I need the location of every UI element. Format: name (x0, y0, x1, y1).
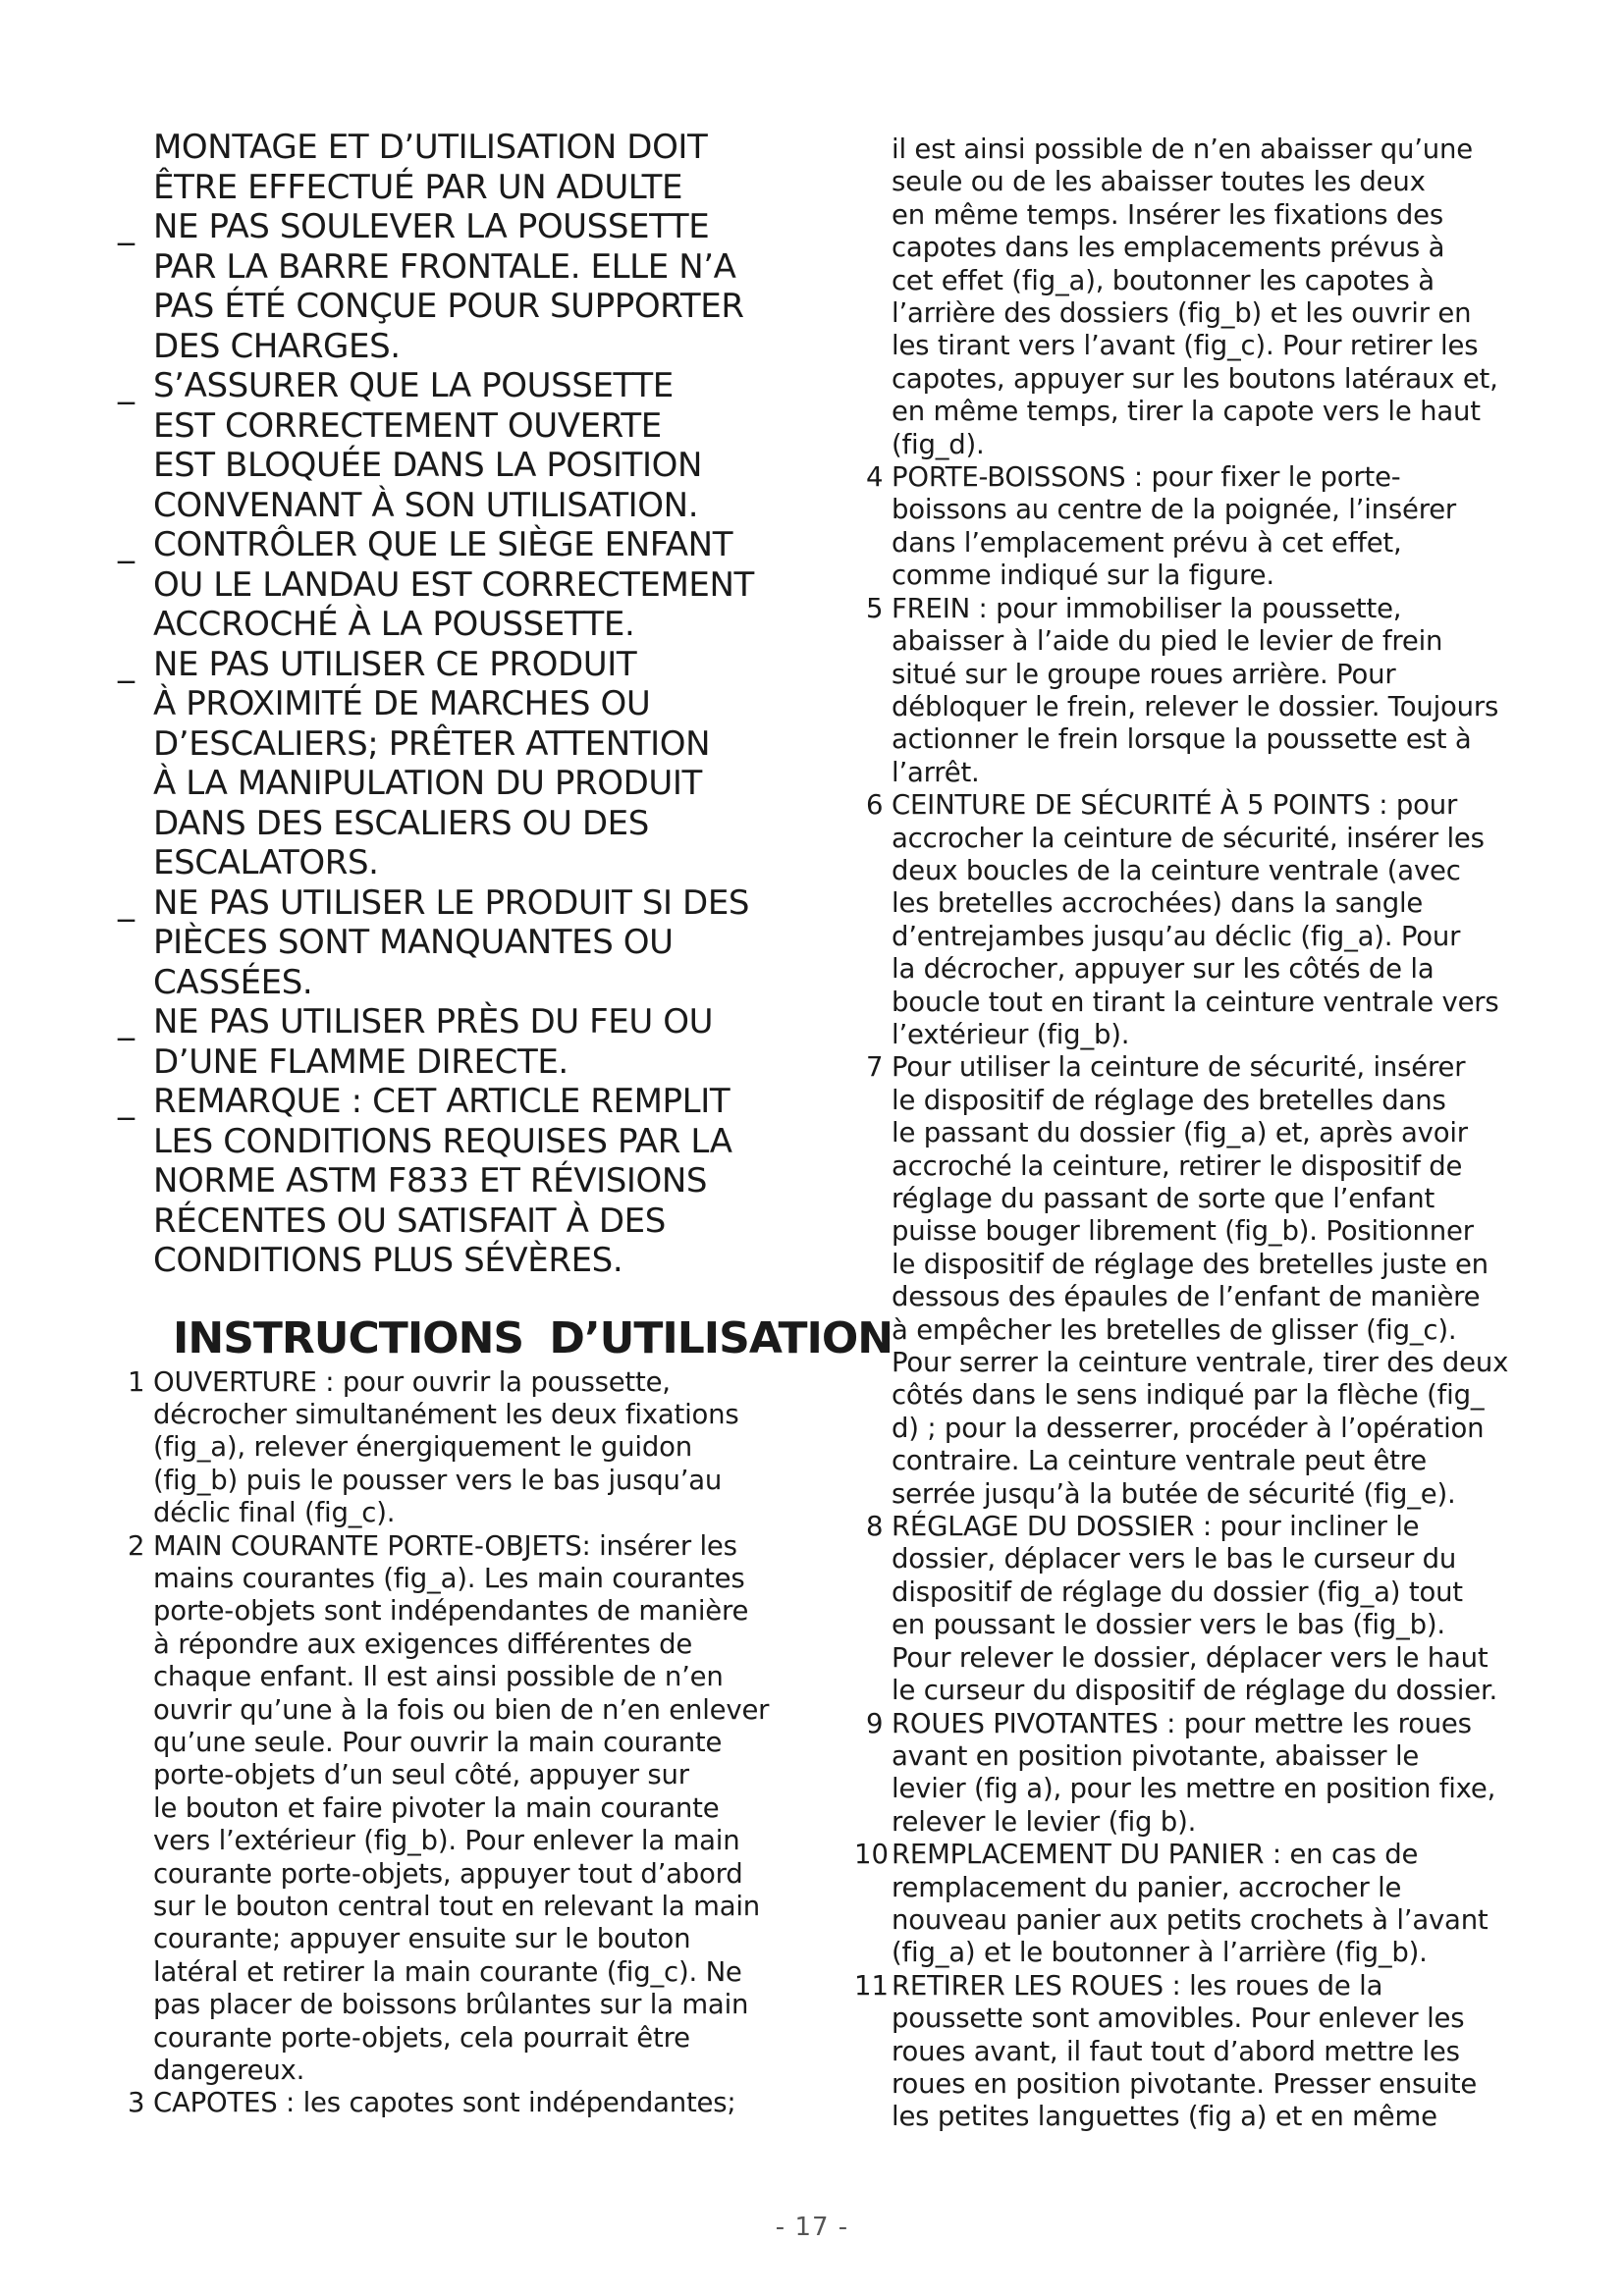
page-number: - 17 - (775, 2213, 849, 2242)
instruction-list-left (118, 1366, 844, 2120)
instruction-line: l’arrière des dossiers (fig_b) et les ouvrir en (892, 297, 1472, 330)
instruction-number: 7 (866, 1051, 884, 1084)
warning-item (118, 883, 844, 1003)
warning-line: CONDITIONS PLUS SÉVÈRES. (153, 1241, 623, 1280)
instruction-line: d) ; pour la desserrer, procéder à l’opération (892, 1412, 1485, 1444)
instruction-line: deux boucles de la ceinture ventrale (avec (892, 854, 1461, 886)
instruction-line: mains courantes (fig_a). Les main courantes (153, 1562, 745, 1594)
warning-item (118, 207, 844, 366)
warning-line: OU LE LANDAU EST CORRECTEMENT (153, 564, 754, 605)
instruction-line: côtés dans le sens indiqué par la flèche (fig_ (892, 1379, 1485, 1412)
instruction-line: dossier, déplacer vers le bas le curseur du (892, 1543, 1457, 1575)
instruction-line: porte-objets sont indépendantes de manière (153, 1595, 749, 1628)
instruction-item (856, 1970, 1563, 2134)
instruction-line: (fig_a) et le boutonner à l’arrière (fig_b). (892, 1937, 1428, 1969)
instruction-line: les petites languettes (fig a) et en même (892, 2101, 1437, 2133)
instruction-line: en même temps. Insérer les fixations des (892, 198, 1443, 231)
instruction-line: roues en position pivotante. Presser ensuite (892, 2067, 1478, 2100)
warning-line: À LA MANIPULATION DU PRODUIT (153, 764, 702, 803)
instruction-item (856, 461, 1563, 593)
instruction-line: le bouton et faire pivoter la main courante (153, 1791, 720, 1824)
warning-item (118, 525, 844, 645)
instruction-line: poussette sont amovibles. Pour enlever les (892, 2002, 1465, 2035)
instruction-number: 3 (128, 2087, 145, 2119)
instruction-line: décrocher simultanément les deux fixations (153, 1398, 739, 1430)
instruction-line: abaisser à l’aide du pied le levier de frein (892, 625, 1443, 658)
instruction-line: avant en position pivotante, abaisser le (892, 1739, 1420, 1772)
warning-line: CONVENANT À SON UTILISATION. (153, 485, 699, 525)
instruction-item (856, 1051, 1563, 1511)
instruction-line: OUVERTURE : pour ouvrir la poussette, (153, 1365, 671, 1398)
instruction-line: (fig_b) puis le pousser vers le bas jusqu’au (153, 1464, 723, 1496)
warning-dash: _ (118, 1002, 135, 1041)
instruction-list-right (856, 461, 1563, 2134)
instruction-line: boissons au centre de la poignée, l’insérer (892, 494, 1457, 526)
warning-line: ESCALATORS. (153, 843, 379, 882)
instruction-line: comme indiqué sur la figure. (892, 560, 1274, 592)
instruction-line: sur le bouton central tout en relevant la main (153, 1891, 761, 1922)
instruction-line: le dispositif de réglage des bretelles dans (892, 1084, 1446, 1116)
warning-dash: _ (118, 1082, 135, 1121)
instruction-item (856, 593, 1563, 789)
warning-line: NE PAS UTILISER CE PRODUIT (153, 644, 637, 684)
instruction-line: nouveau panier aux petits crochets à l’avant (892, 1903, 1489, 1936)
instruction-line: accrocher la ceinture de sécurité, insérer les (892, 822, 1485, 854)
warning-line: S’ASSURER QUE LA POUSSETTE (153, 366, 674, 405)
instruction-line: la décrocher, appuyer sur les côtés de la (892, 953, 1435, 986)
instruction-number: 6 (866, 789, 884, 822)
instruction-line: pas placer de boissons brûlantes sur la main (153, 1989, 749, 2021)
instruction-line: Pour relever le dossier, déplacer vers le haut (892, 1641, 1489, 1674)
instruction-line: RETIRER LES ROUES : les roues de la (892, 1969, 1383, 2002)
instruction-line: accroché la ceinture, retirer le dispositif de (892, 1149, 1463, 1182)
instruction-line: à empêcher les bretelles de glisser (fig_c). (892, 1313, 1457, 1346)
instruction-line: CAPOTES : les capotes sont indépendantes; (153, 2087, 736, 2119)
warning-line: MONTAGE ET D’UTILISATION DOIT (153, 128, 708, 167)
instruction-number: 8 (866, 1511, 884, 1543)
instruction-line: dans l’emplacement prévu à cet effet, (892, 526, 1402, 559)
instruction-line: Pour utiliser la ceinture de sécurité, insérer (892, 1051, 1466, 1084)
warning-line: CASSÉES. (153, 962, 313, 1002)
warning-item (118, 645, 844, 883)
instruction-line: Pour serrer la ceinture ventrale, tirer des deux (892, 1347, 1509, 1379)
instruction-line: il est ainsi possible de n’en abaisser qu’une (892, 133, 1473, 165)
warning-item (118, 366, 844, 525)
instruction-line: réglage du passant de sorte que l’enfant (892, 1183, 1435, 1214)
warning-line: ACCROCHÉ À LA POUSSETTE. (153, 605, 635, 644)
instruction-line: dessous des épaules de l’enfant de manière (892, 1281, 1481, 1313)
instruction-line: CEINTURE DE SÉCURITÉ À 5 POINTS : pour (892, 789, 1458, 822)
instruction-line: boucle tout en tirant la ceinture ventrale vers (892, 986, 1499, 1018)
warning-line: RÉCENTES OU SATISFAIT À DES (153, 1201, 666, 1241)
instruction-line: ouvrir qu’une à la fois ou bien de n’en enlever (153, 1693, 770, 1726)
instruction-line: levier (fig a), pour les mettre en position fixe, (892, 1773, 1496, 1805)
instruction-line: cet effet (fig_a), boutonner les capotes à (892, 264, 1435, 296)
instruction-line: qu’une seule. Pour ouvrir la main courante (153, 1726, 723, 1758)
instruction-line: REMPLACEMENT DU PANIER : en cas de (892, 1839, 1419, 1871)
warning-line: NE PAS UTILISER LE PRODUIT SI DES (153, 882, 750, 923)
instruction-item (118, 2087, 844, 2119)
warning-line: ÊTRE EFFECTUÉ PAR UN ADULTE (153, 167, 683, 207)
instruction-item (856, 1708, 1563, 1840)
instruction-number: 10 (854, 1839, 889, 1871)
instruction-line: seule ou de les abaisser toutes les deux (892, 166, 1426, 198)
instruction-line: déclic final (fig_c). (153, 1497, 396, 1529)
warning-dash: _ (118, 366, 135, 405)
instruction-line: d’entrejambes jusqu’au déclic (fig_a). Pour (892, 920, 1461, 952)
instruction-item (856, 1511, 1563, 1707)
warning-line: DES CHARGES. (153, 326, 401, 366)
warning-intro (118, 128, 844, 207)
instruction-line: les bretelles accrochées) dans la sangle (892, 887, 1424, 920)
instruction-number: 9 (866, 1707, 884, 1739)
instruction-line: les tirant vers l’avant (fig_c). Pour retirer les (892, 330, 1479, 362)
warning-dash: _ (118, 525, 135, 564)
warning-line: LES CONDITIONS REQUISES PAR LA (153, 1121, 732, 1161)
instruction-line: (fig_d). (892, 428, 985, 460)
warning-line: EST CORRECTEMENT OUVERTE (153, 405, 662, 446)
instruction-line: le passant du dossier (fig_a) et, après avoir (892, 1117, 1468, 1149)
instruction-item (856, 789, 1563, 1051)
instruction-line: serrée jusqu’à la butée de sécurité (fig_e). (892, 1477, 1456, 1510)
warning-item (118, 1002, 844, 1082)
instruction-line: en même temps, tirer la capote vers le haut (892, 396, 1481, 428)
instruction-line: courante porte-objets, cela pourrait être (153, 2021, 690, 2054)
instruction-line: vers l’extérieur (fig_b). Pour enlever la main (153, 1825, 740, 1857)
instruction-line: en poussant le dossier vers le bas (fig_b). (892, 1609, 1445, 1641)
instruction-line: RÉGLAGE DU DOSSIER : pour incliner le (892, 1511, 1420, 1543)
instruction-line: situé sur le groupe roues arrière. Pour (892, 658, 1396, 690)
instruction-line: dispositif de réglage du dossier (fig_a) tout (892, 1575, 1463, 1608)
right-column (856, 133, 1563, 2134)
warning-line: DANS DES ESCALIERS OU DES (153, 803, 649, 843)
warning-dash: _ (118, 207, 135, 246)
instruction-line: ROUES PIVOTANTES : pour mettre les roues (892, 1707, 1472, 1739)
warning-line: CONTRÔLER QUE LE SIÈGE ENFANT (153, 525, 733, 564)
instruction-line: capotes dans les emplacements prévus à (892, 232, 1445, 264)
warning-list (118, 207, 844, 1281)
warning-item (118, 1082, 844, 1281)
warning-line: À PROXIMITÉ DE MARCHES OU (153, 684, 651, 723)
instruction-line: le dispositif de réglage des bretelles juste en (892, 1248, 1489, 1280)
warning-dash: _ (118, 644, 135, 684)
instruction-number: 2 (128, 1529, 145, 1562)
instruction-line: débloquer le frein, relever le dossier. Toujours (892, 690, 1499, 722)
instruction-number: 1 (128, 1365, 145, 1398)
instruction-item (856, 1839, 1563, 1970)
instruction-line: puisse bouger librement (fig_b). Positionner (892, 1215, 1474, 1248)
instruction-line: chaque enfant. Il est ainsi possible de n’en (153, 1661, 724, 1693)
warning-line: PAS ÉTÉ CONÇUE POUR SUPPORTER (153, 287, 744, 326)
instruction-line: capotes, appuyer sur les boutons latéraux et, (892, 362, 1498, 395)
instruction-line: roues avant, il faut tout d’abord mettre les (892, 2035, 1460, 2067)
instruction-line: porte-objets d’un seul côté, appuyer sur (153, 1759, 689, 1791)
instruction-line: latéral et retirer la main courante (fig_c). Ne (153, 1955, 742, 1988)
instruction-line: actionner le frein lorsque la poussette est à (892, 723, 1472, 756)
instruction-line: remplacement du panier, accrocher le (892, 1871, 1402, 1903)
warning-line: D’UNE FLAMME DIRECTE. (153, 1041, 568, 1082)
warning-line: D’ESCALIERS; PRÊTER ATTENTION (153, 723, 711, 764)
instruction-line: PORTE-BOISSONS : pour fixer le porte- (892, 461, 1401, 494)
instruction-line: FREIN : pour immobiliser la poussette, (892, 592, 1402, 624)
instruction-line: MAIN COURANTE PORTE-OBJETS: insérer les (153, 1529, 737, 1562)
instruction-line: dangereux. (153, 2055, 305, 2087)
instruction-number: 4 (866, 461, 884, 494)
warning-line: NORME ASTM F833 ET RÉVISIONS (153, 1161, 708, 1201)
section-title: INSTRUCTIONS D’UTILISATION (173, 1312, 893, 1363)
instruction-line: relever le levier (fig b). (892, 1805, 1197, 1838)
warning-dash: _ (118, 882, 135, 923)
instruction-line: le curseur du dispositif de réglage du dossier. (892, 1675, 1498, 1707)
instruction-continuation (856, 133, 1563, 461)
instruction-line: à répondre aux exigences différentes de (153, 1628, 693, 1660)
instruction-line: contraire. La ceinture ventrale peut être (892, 1445, 1427, 1477)
warning-line: NE PAS SOULEVER LA POUSSETTE (153, 207, 710, 246)
instruction-number: 5 (866, 592, 884, 624)
warning-line: PAR LA BARRE FRONTALE. ELLE N’A (153, 246, 736, 287)
instruction-line: courante porte-objets, appuyer tout d’abord (153, 1857, 743, 1890)
instruction-line: courante; appuyer ensuite sur le bouton (153, 1923, 691, 1955)
warning-line: PIÈCES SONT MANQUANTES OU (153, 923, 674, 962)
warning-line: REMARQUE : CET ARTICLE REMPLIT (153, 1082, 731, 1121)
instruction-item (118, 1366, 844, 1530)
instruction-line: l’extérieur (fig_b). (892, 1018, 1130, 1050)
instruction-item (118, 1530, 844, 2088)
warning-line: NE PAS UTILISER PRÈS DU FEU OU (153, 1002, 714, 1041)
warning-line: EST BLOQUÉE DANS LA POSITION (153, 446, 702, 485)
instruction-line: (fig_a), relever énergiquement le guidon (153, 1431, 692, 1464)
instruction-number: 11 (854, 1969, 889, 2002)
instruction-line: l’arrêt. (892, 756, 980, 788)
